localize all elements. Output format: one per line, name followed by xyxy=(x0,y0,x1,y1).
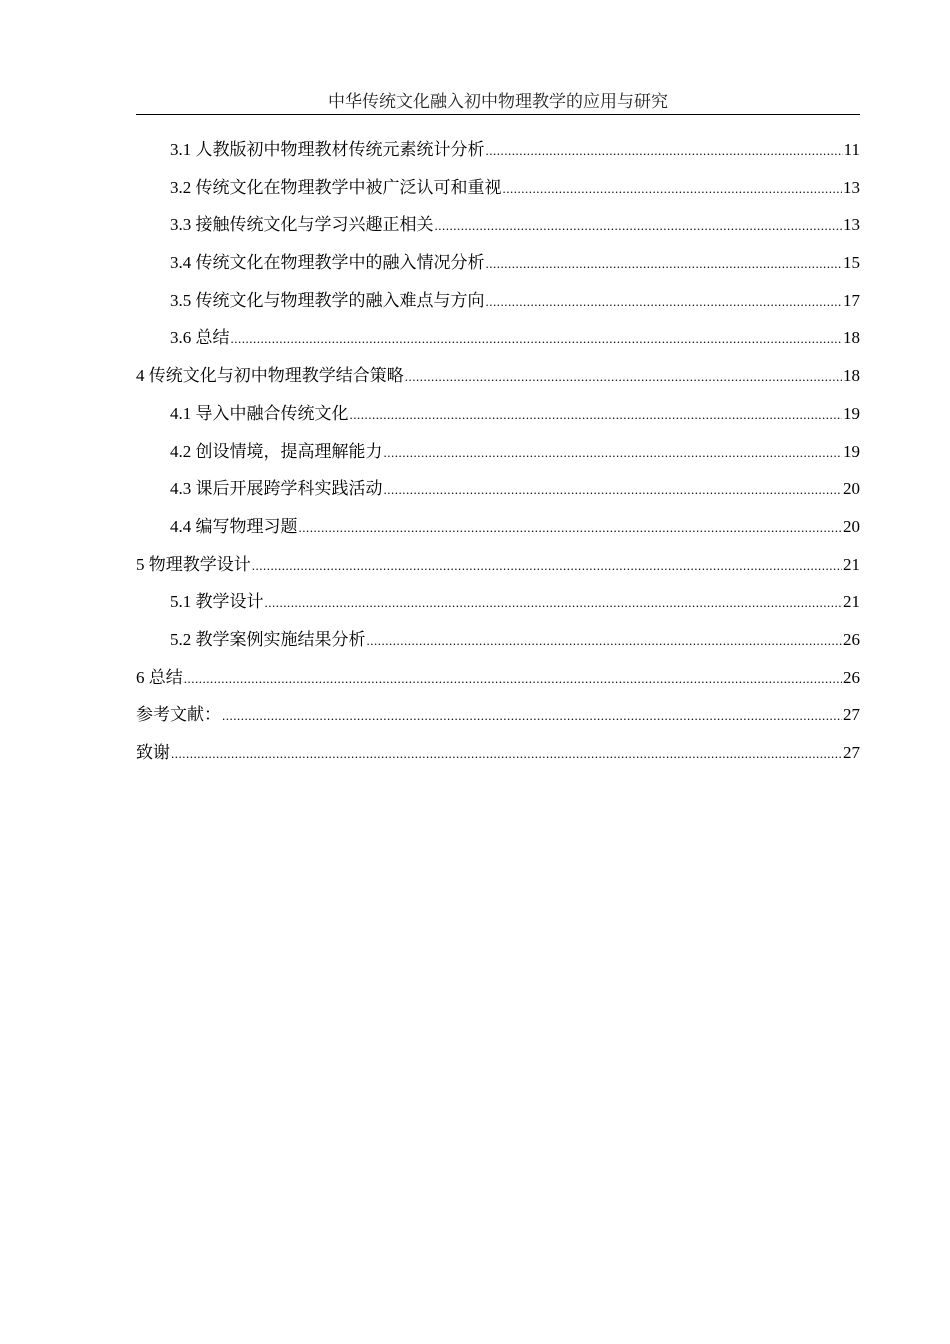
toc-leader-dots xyxy=(231,326,843,352)
toc-leader-dots xyxy=(184,666,842,692)
table-of-contents xyxy=(136,137,860,778)
toc-entry[interactable] xyxy=(136,627,860,665)
toc-entry-page: 21 xyxy=(843,554,860,574)
toc-leader-dots xyxy=(350,402,843,428)
toc-leader-dots xyxy=(384,440,843,466)
toc-entry-title: 5.2 教学案例实施结果分析 xyxy=(170,629,366,649)
toc-entry[interactable] xyxy=(136,740,860,778)
toc-entry-title: 3.6 总结 xyxy=(170,328,230,348)
toc-entry-page: 27 xyxy=(843,705,860,725)
toc-leader-dots xyxy=(486,138,843,164)
toc-entry-title: 3.1 人教版初中物理教材传统元素统计分析 xyxy=(170,140,485,159)
toc-entry[interactable] xyxy=(136,212,860,250)
toc-entry[interactable] xyxy=(136,288,860,326)
toc-entry-title: 参考文献： xyxy=(136,705,221,725)
toc-entry[interactable] xyxy=(136,175,860,213)
toc-leader-dots xyxy=(367,628,843,654)
toc-entry[interactable] xyxy=(136,702,860,740)
toc-entry-title: 4.3 课后开展跨学科实践活动 xyxy=(170,479,383,499)
toc-leader-dots xyxy=(384,477,843,503)
toc-leader-dots xyxy=(503,176,843,202)
toc-entry-page: 20 xyxy=(843,516,860,536)
toc-entry-page: 13 xyxy=(843,177,860,197)
toc-leader-dots xyxy=(299,515,843,541)
toc-entry-page: 13 xyxy=(843,215,860,235)
toc-entry-page: 18 xyxy=(843,366,860,386)
toc-entry-title: 5.1 教学设计 xyxy=(170,592,264,612)
toc-entry-title: 4.4 编写物理习题 xyxy=(170,516,298,536)
toc-leader-dots xyxy=(405,364,842,390)
toc-entry[interactable] xyxy=(136,439,860,477)
toc-entry-title: 4.2 创设情境，提高理解能力 xyxy=(170,441,383,461)
toc-entry-page: 11 xyxy=(843,140,860,159)
toc-entry-title: 3.3 接触传统文化与学习兴趣正相关 xyxy=(170,215,434,235)
toc-entry[interactable] xyxy=(136,589,860,627)
toc-entry-title: 3.5 传统文化与物理教学的融入难点与方向 xyxy=(170,290,485,310)
toc-entry-title: 4 传统文化与初中物理教学结合策略 xyxy=(136,366,404,386)
toc-entry-title: 致谢 xyxy=(136,743,170,762)
toc-leader-dots xyxy=(265,590,843,616)
toc-entry-title: 3.4 传统文化在物理教学中的融入情况分析 xyxy=(170,253,485,273)
toc-entry[interactable] xyxy=(136,476,860,514)
toc-leader-dots xyxy=(222,703,842,729)
toc-entry-page: 18 xyxy=(843,328,860,348)
toc-entry-page: 17 xyxy=(843,290,860,310)
toc-entry[interactable] xyxy=(136,363,860,401)
toc-leader-dots xyxy=(486,251,843,277)
toc-entry-page: 26 xyxy=(843,667,860,687)
toc-entry-title: 3.2 传统文化在物理教学中被广泛认可和重视 xyxy=(170,177,502,197)
document-title: 中华传统文化融入初中物理教学的应用与研究 xyxy=(328,92,668,111)
toc-entry-page: 19 xyxy=(843,403,860,423)
toc-entry-page: 26 xyxy=(843,629,860,649)
toc-leader-dots xyxy=(435,213,843,239)
toc-entry-page: 20 xyxy=(843,479,860,499)
toc-entry-title: 5 物理教学设计 xyxy=(136,554,251,574)
toc-entry[interactable] xyxy=(136,514,860,552)
toc-leader-dots xyxy=(486,289,843,315)
page-header xyxy=(136,90,860,115)
toc-entry[interactable] xyxy=(136,325,860,363)
toc-entry[interactable] xyxy=(136,250,860,288)
toc-entry-page: 15 xyxy=(843,253,860,273)
toc-entry[interactable] xyxy=(136,552,860,590)
toc-entry-page: 27 xyxy=(843,743,860,762)
toc-entry-title: 6 总结 xyxy=(136,667,183,687)
toc-entry-title: 4.1 导入中融合传统文化 xyxy=(170,403,349,423)
toc-entry[interactable] xyxy=(136,665,860,703)
toc-entry-page: 19 xyxy=(843,441,860,461)
toc-entry[interactable] xyxy=(136,137,860,175)
toc-leader-dots xyxy=(171,741,842,767)
toc-entry-page: 21 xyxy=(843,592,860,612)
toc-entry[interactable] xyxy=(136,401,860,439)
toc-leader-dots xyxy=(252,553,842,579)
